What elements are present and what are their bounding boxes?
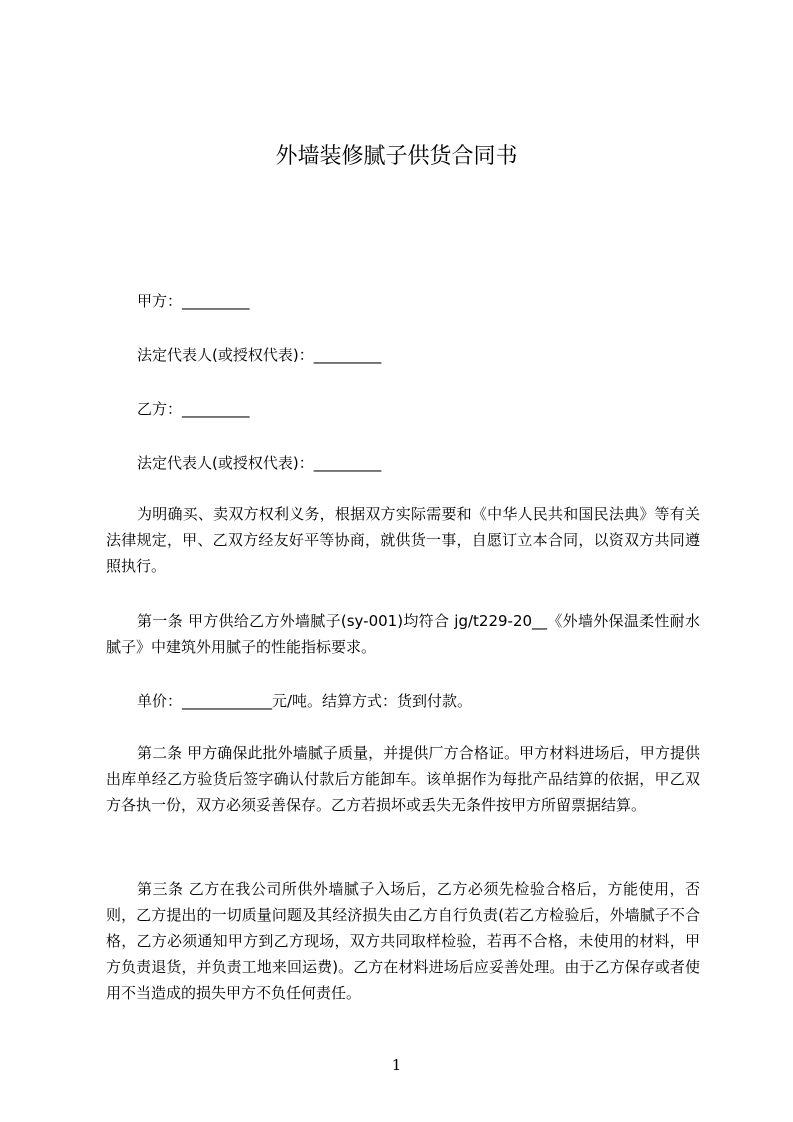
page-number: 1 (391, 1056, 402, 1074)
party-b-representative-line: 法定代表人(或授权代表)：_________ (137, 454, 382, 472)
party-b-line: 乙方：_________ (137, 400, 250, 418)
party-a-line: 甲方：_________ (137, 292, 250, 310)
document-title: 外墙装修腻子供货合同书 (275, 144, 518, 169)
party-a-representative-line: 法定代表人(或授权代表)：_________ (137, 346, 382, 364)
article-2-paragraph: 第二条 甲方确保此批外墙腻子质量，并提供厂方合格证。甲方材料进场后，甲方提供出库单经乙方验货后签字确认付款后方能卸车。该单据作为每批产品结算的依据，甲乙双方各执一份，双方必须妥善保存。乙方若损坏或丢失无条件按甲方所留票据结算。 (106, 744, 700, 814)
intro-paragraph: 为明确买、卖双方权利义务，根据双方实际需要和《中华人民共和国民法典》等有关法律规定，甲、乙双方经友好平等协商，就供货一事，自愿订立本合同，以资双方共同遵照执行。 (106, 505, 700, 575)
article-1-paragraph: 第一条 甲方供给乙方外墙腻子(sy-001)均符合 jg/t229-20__《外墙外保温柔性耐水腻子》中建筑外用腻子的性能指标要求。 (106, 612, 700, 656)
price-and-settlement-line: 单价：____________元/吨。结算方式：货到付款。 (137, 692, 473, 710)
article-3-paragraph: 第三条 乙方在我公司所供外墙腻子入场后，乙方必须先检验合格后，方能使用，否则，乙方提出的一切质量问题及其经济损失由乙方自行负责(若乙方检验后，外墙腻子不合格，乙方必须通知甲方到乙方现场，双方共同取样检验，若再不合格，未使用的材料，甲方负责退货，并负责工地来回运费)。乙方在材料进场后应妥善处理。由于乙方保存或者使用不当造成的损失甲方不负任何责任。 (106, 880, 700, 1002)
